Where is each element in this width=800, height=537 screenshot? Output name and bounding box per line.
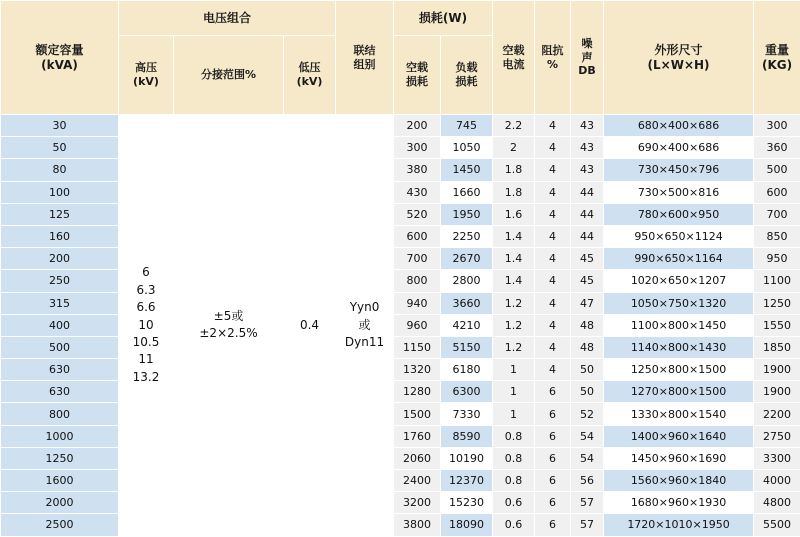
cell-impedance: 4 xyxy=(535,203,571,225)
cell-weight: 5500 xyxy=(754,514,800,536)
cell-tap-range-values: ±5或 ±2×2.5% xyxy=(174,115,284,537)
cell-impedance: 4 xyxy=(535,336,571,358)
cell-no-load-loss: 2060 xyxy=(394,447,441,469)
header-impedance: 阻抗 % xyxy=(535,1,571,115)
cell-high-voltage-values: 6 6.3 6.6 10 10.5 11 13.2 xyxy=(119,115,174,537)
cell-weight: 1900 xyxy=(754,359,800,381)
cell-no-load-current: 1.2 xyxy=(493,336,535,358)
cell-noise: 50 xyxy=(571,381,604,403)
header-voltage-combo: 电压组合 xyxy=(119,1,336,36)
cell-dimensions: 680×400×686 xyxy=(604,115,754,137)
cell-no-load-current: 0.6 xyxy=(493,514,535,536)
cell-dimensions: 1330×800×1540 xyxy=(604,403,754,425)
cell-no-load-loss: 1500 xyxy=(394,403,441,425)
cell-impedance: 4 xyxy=(535,225,571,247)
cell-weight: 2200 xyxy=(754,403,800,425)
cell-impedance: 6 xyxy=(535,381,571,403)
cell-load-loss: 745 xyxy=(441,115,493,137)
cell-noise: 48 xyxy=(571,314,604,336)
cell-capacity: 315 xyxy=(1,292,119,314)
cell-no-load-loss: 520 xyxy=(394,203,441,225)
cell-noise: 54 xyxy=(571,425,604,447)
cell-weight: 850 xyxy=(754,225,800,247)
header-tap-range: 分接范围% xyxy=(174,36,284,115)
cell-weight: 360 xyxy=(754,137,800,159)
cell-weight: 1550 xyxy=(754,314,800,336)
cell-weight: 4800 xyxy=(754,492,800,514)
cell-noise: 44 xyxy=(571,203,604,225)
cell-dimensions: 1100×800×1450 xyxy=(604,314,754,336)
cell-load-loss: 6300 xyxy=(441,381,493,403)
cell-capacity: 2500 xyxy=(1,514,119,536)
cell-no-load-loss: 960 xyxy=(394,314,441,336)
cell-no-load-loss: 3800 xyxy=(394,514,441,536)
cell-no-load-loss: 2400 xyxy=(394,470,441,492)
cell-dimensions: 1400×960×1640 xyxy=(604,425,754,447)
cell-impedance: 6 xyxy=(535,447,571,469)
cell-capacity: 630 xyxy=(1,381,119,403)
table-row xyxy=(1,115,800,137)
cell-weight: 1250 xyxy=(754,292,800,314)
cell-impedance: 4 xyxy=(535,359,571,381)
cell-load-loss: 12370 xyxy=(441,470,493,492)
cell-weight: 500 xyxy=(754,159,800,181)
cell-capacity: 400 xyxy=(1,314,119,336)
cell-weight: 4000 xyxy=(754,470,800,492)
cell-load-loss: 4210 xyxy=(441,314,493,336)
cell-noise: 57 xyxy=(571,492,604,514)
cell-load-loss: 8590 xyxy=(441,425,493,447)
header-noise: 噪 声 DB xyxy=(571,1,604,115)
cell-capacity: 160 xyxy=(1,225,119,247)
cell-load-loss: 10190 xyxy=(441,447,493,469)
cell-no-load-loss: 1320 xyxy=(394,359,441,381)
cell-weight: 3300 xyxy=(754,447,800,469)
cell-capacity: 50 xyxy=(1,137,119,159)
cell-load-loss: 1660 xyxy=(441,181,493,203)
cell-no-load-loss: 1280 xyxy=(394,381,441,403)
cell-impedance: 4 xyxy=(535,270,571,292)
cell-weight: 1900 xyxy=(754,381,800,403)
cell-load-loss: 5150 xyxy=(441,336,493,358)
cell-noise: 52 xyxy=(571,403,604,425)
cell-no-load-current: 0.8 xyxy=(493,470,535,492)
cell-weight: 1850 xyxy=(754,336,800,358)
cell-no-load-current: 0.8 xyxy=(493,425,535,447)
cell-no-load-loss: 200 xyxy=(394,115,441,137)
cell-no-load-current: 0.6 xyxy=(493,492,535,514)
cell-no-load-loss: 940 xyxy=(394,292,441,314)
cell-dimensions: 1720×1010×1950 xyxy=(604,514,754,536)
cell-capacity: 1250 xyxy=(1,447,119,469)
cell-dimensions: 1450×960×1690 xyxy=(604,447,754,469)
header-capacity: 额定容量 (kVA) xyxy=(1,1,119,115)
cell-dimensions: 780×600×950 xyxy=(604,203,754,225)
cell-noise: 44 xyxy=(571,181,604,203)
cell-no-load-current: 1 xyxy=(493,359,535,381)
cell-noise: 43 xyxy=(571,159,604,181)
cell-dimensions: 1270×800×1500 xyxy=(604,381,754,403)
cell-load-loss: 3660 xyxy=(441,292,493,314)
cell-no-load-loss: 300 xyxy=(394,137,441,159)
cell-impedance: 4 xyxy=(535,181,571,203)
cell-capacity: 100 xyxy=(1,181,119,203)
cell-noise: 50 xyxy=(571,359,604,381)
cell-dimensions: 1680×960×1930 xyxy=(604,492,754,514)
cell-no-load-loss: 600 xyxy=(394,225,441,247)
cell-capacity: 500 xyxy=(1,336,119,358)
cell-impedance: 6 xyxy=(535,514,571,536)
cell-capacity: 1000 xyxy=(1,425,119,447)
cell-no-load-current: 1.8 xyxy=(493,159,535,181)
cell-load-loss: 2800 xyxy=(441,270,493,292)
cell-impedance: 6 xyxy=(535,403,571,425)
cell-impedance: 4 xyxy=(535,115,571,137)
cell-noise: 43 xyxy=(571,137,604,159)
cell-no-load-current: 1.2 xyxy=(493,314,535,336)
cell-capacity: 630 xyxy=(1,359,119,381)
cell-dimensions: 990×650×1164 xyxy=(604,248,754,270)
cell-impedance: 6 xyxy=(535,492,571,514)
cell-capacity: 800 xyxy=(1,403,119,425)
header-dimensions: 外形尺寸 (L×W×H) xyxy=(604,1,754,115)
cell-no-load-current: 2 xyxy=(493,137,535,159)
cell-dimensions: 950×650×1124 xyxy=(604,225,754,247)
cell-load-loss: 7330 xyxy=(441,403,493,425)
cell-no-load-loss: 800 xyxy=(394,270,441,292)
cell-load-loss: 6180 xyxy=(441,359,493,381)
cell-noise: 54 xyxy=(571,447,604,469)
cell-noise: 45 xyxy=(571,270,604,292)
header-high-voltage: 高压 (kV) xyxy=(119,36,174,115)
cell-load-loss: 2250 xyxy=(441,225,493,247)
cell-capacity: 1600 xyxy=(1,470,119,492)
cell-noise: 57 xyxy=(571,514,604,536)
header-no-load-current: 空载 电流 xyxy=(493,1,535,115)
cell-weight: 600 xyxy=(754,181,800,203)
cell-no-load-current: 1.4 xyxy=(493,225,535,247)
cell-dimensions: 1050×750×1320 xyxy=(604,292,754,314)
cell-noise: 44 xyxy=(571,225,604,247)
cell-capacity: 2000 xyxy=(1,492,119,514)
cell-dimensions: 690×400×686 xyxy=(604,137,754,159)
cell-noise: 47 xyxy=(571,292,604,314)
cell-no-load-loss: 1760 xyxy=(394,425,441,447)
cell-dimensions: 1020×650×1207 xyxy=(604,270,754,292)
cell-capacity: 30 xyxy=(1,115,119,137)
cell-capacity: 250 xyxy=(1,270,119,292)
cell-no-load-loss: 3200 xyxy=(394,492,441,514)
cell-load-loss: 1950 xyxy=(441,203,493,225)
cell-noise: 56 xyxy=(571,470,604,492)
cell-noise: 43 xyxy=(571,115,604,137)
cell-impedance: 4 xyxy=(535,248,571,270)
cell-noise: 48 xyxy=(571,336,604,358)
cell-impedance: 4 xyxy=(535,159,571,181)
cell-capacity: 200 xyxy=(1,248,119,270)
cell-weight: 300 xyxy=(754,115,800,137)
cell-no-load-loss: 380 xyxy=(394,159,441,181)
cell-weight: 1100 xyxy=(754,270,800,292)
cell-dimensions: 1140×800×1430 xyxy=(604,336,754,358)
cell-no-load-current: 1 xyxy=(493,403,535,425)
cell-no-load-current: 1.6 xyxy=(493,203,535,225)
header-load-loss: 负载 损耗 xyxy=(441,36,493,115)
cell-no-load-loss: 430 xyxy=(394,181,441,203)
cell-impedance: 4 xyxy=(535,314,571,336)
cell-weight: 700 xyxy=(754,203,800,225)
cell-dimensions: 730×450×796 xyxy=(604,159,754,181)
header-loss: 损耗(W) xyxy=(394,1,493,36)
cell-load-loss: 15230 xyxy=(441,492,493,514)
header-connection: 联结 组别 xyxy=(336,1,394,115)
cell-no-load-current: 0.8 xyxy=(493,447,535,469)
cell-impedance: 6 xyxy=(535,470,571,492)
cell-no-load-current: 1.8 xyxy=(493,181,535,203)
cell-low-voltage-value: 0.4 xyxy=(284,115,336,537)
cell-connection-value: Yyn0 或 Dyn11 xyxy=(336,115,394,537)
cell-load-loss: 18090 xyxy=(441,514,493,536)
cell-capacity: 125 xyxy=(1,203,119,225)
cell-load-loss: 1050 xyxy=(441,137,493,159)
cell-weight: 950 xyxy=(754,248,800,270)
cell-impedance: 4 xyxy=(535,137,571,159)
cell-impedance: 4 xyxy=(535,292,571,314)
table-header xyxy=(1,1,800,115)
cell-weight: 2750 xyxy=(754,425,800,447)
header-weight: 重量 (KG) xyxy=(754,1,800,115)
cell-no-load-loss: 1150 xyxy=(394,336,441,358)
cell-impedance: 6 xyxy=(535,425,571,447)
cell-no-load-current: 1 xyxy=(493,381,535,403)
cell-no-load-current: 1.4 xyxy=(493,248,535,270)
cell-no-load-current: 2.2 xyxy=(493,115,535,137)
cell-dimensions: 1560×960×1840 xyxy=(604,470,754,492)
cell-no-load-current: 1.4 xyxy=(493,270,535,292)
cell-load-loss: 2670 xyxy=(441,248,493,270)
cell-load-loss: 1450 xyxy=(441,159,493,181)
cell-capacity: 80 xyxy=(1,159,119,181)
header-no-load-loss: 空载 损耗 xyxy=(394,36,441,115)
cell-dimensions: 1250×800×1500 xyxy=(604,359,754,381)
cell-noise: 45 xyxy=(571,248,604,270)
cell-dimensions: 730×500×816 xyxy=(604,181,754,203)
header-low-voltage: 低压 (kV) xyxy=(284,36,336,115)
cell-no-load-loss: 700 xyxy=(394,248,441,270)
cell-no-load-current: 1.2 xyxy=(493,292,535,314)
table-body xyxy=(1,115,800,537)
